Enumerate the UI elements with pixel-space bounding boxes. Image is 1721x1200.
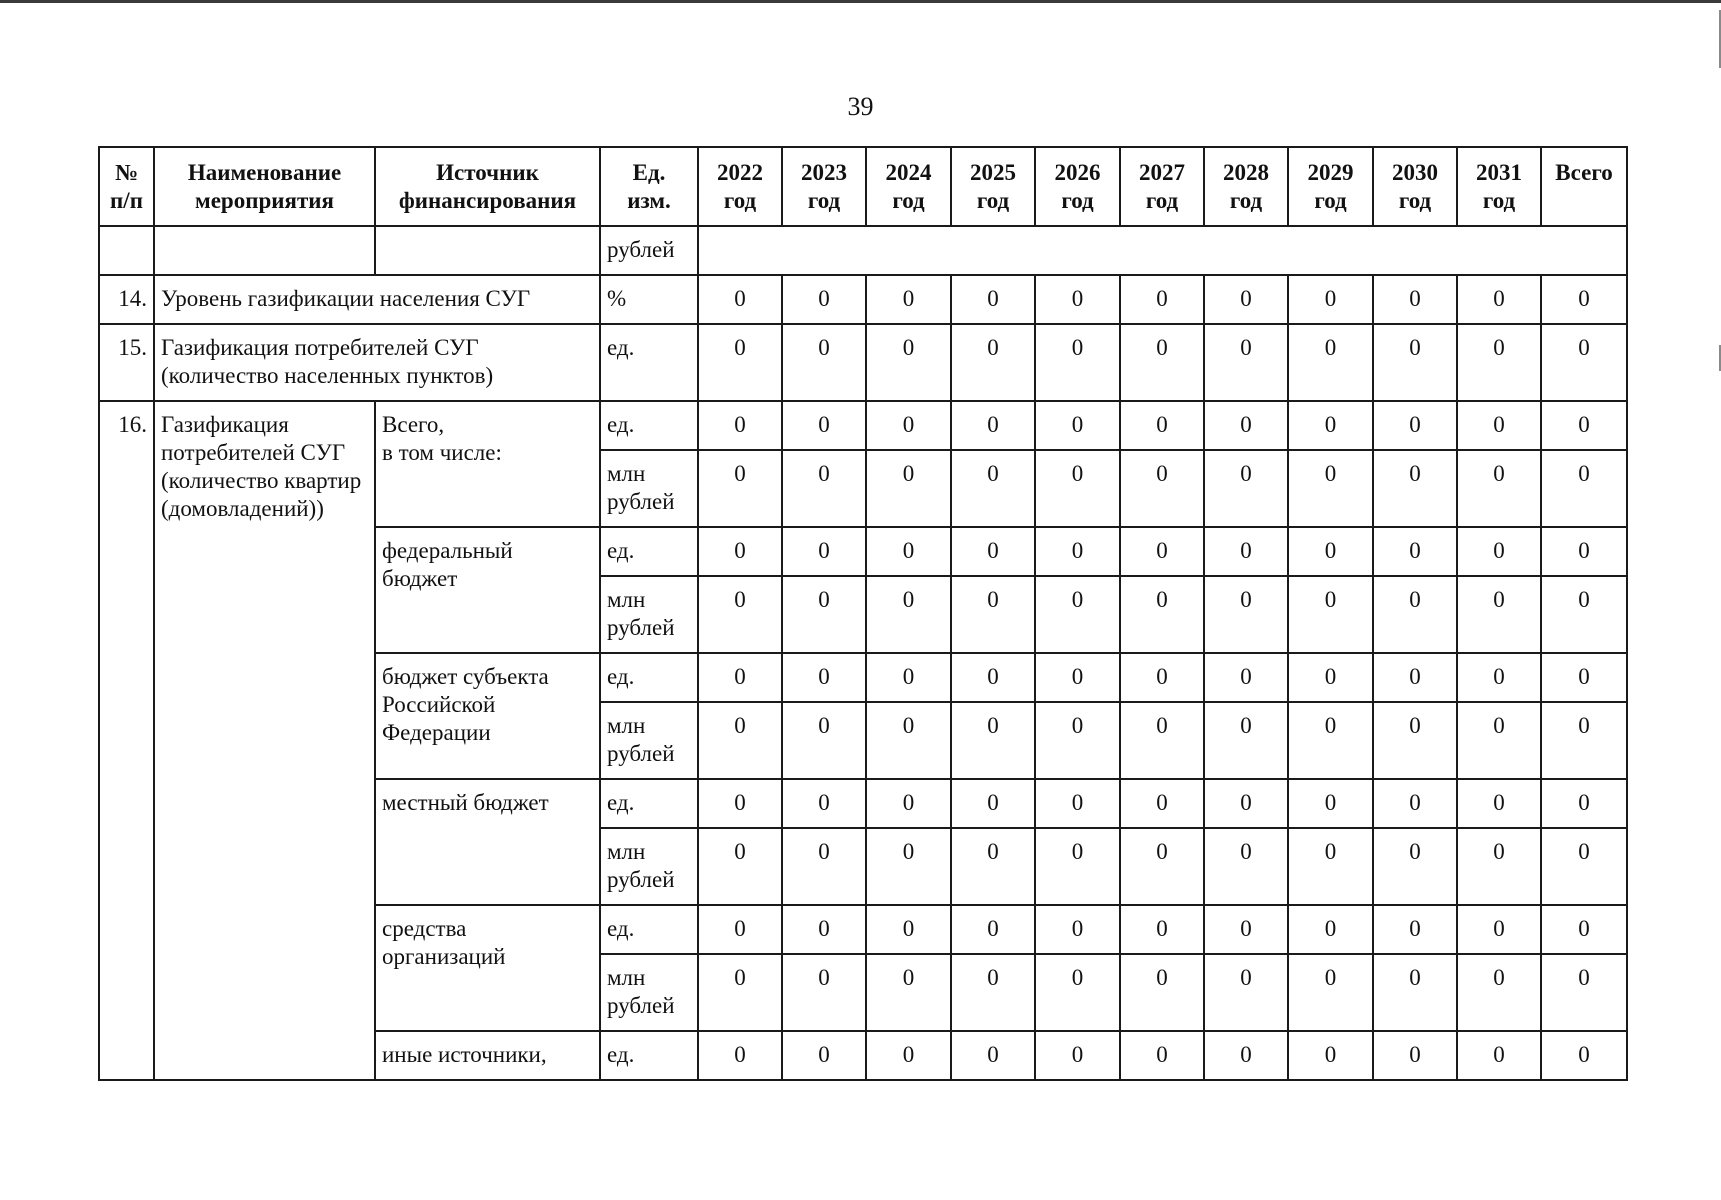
cell-value: 0 (1373, 653, 1457, 702)
cell-unit: рублей (600, 226, 698, 275)
cell-value: 0 (951, 527, 1035, 576)
cell-value: 0 (1288, 450, 1373, 527)
cell-value: 0 (1288, 576, 1373, 653)
cell-value: 0 (1035, 702, 1120, 779)
cell-value: 0 (1457, 954, 1541, 1031)
cell-value: 0 (1457, 828, 1541, 905)
cell-value: 0 (1288, 954, 1373, 1031)
column-header: № п/п (99, 147, 154, 226)
cell-empty (99, 226, 154, 275)
cell-value: 0 (1204, 954, 1288, 1031)
cell-value: 0 (951, 828, 1035, 905)
table-row-16-line (99, 401, 1627, 450)
cell-unit: млн рублей (600, 954, 698, 1031)
cell-value: 0 (1541, 905, 1627, 954)
cell-value: 0 (951, 275, 1035, 324)
funding-source: средства организаций (375, 905, 600, 1031)
cell-value: 0 (698, 1031, 782, 1080)
cell-value: 0 (698, 324, 782, 401)
cell-value: 0 (1120, 828, 1204, 905)
cell-value: 0 (698, 527, 782, 576)
cell-empty (698, 226, 1627, 275)
cell-value: 0 (1204, 576, 1288, 653)
cell-value: 0 (782, 954, 866, 1031)
funding-table (98, 146, 1628, 1081)
cell-value: 0 (698, 702, 782, 779)
cell-value: 0 (1373, 702, 1457, 779)
cell-unit: млн рублей (600, 828, 698, 905)
cell-value: 0 (866, 905, 951, 954)
cell-value: 0 (1120, 779, 1204, 828)
cell-value: 0 (698, 954, 782, 1031)
cell-value: 0 (1288, 653, 1373, 702)
cell-value: 0 (1035, 779, 1120, 828)
table-row-14 (99, 275, 1627, 324)
cell-value: 0 (866, 779, 951, 828)
cell-value: 0 (951, 450, 1035, 527)
cell-value: 0 (1373, 401, 1457, 450)
cell-value: 0 (1204, 702, 1288, 779)
cell-unit: ед. (600, 653, 698, 702)
cell-value: 0 (782, 779, 866, 828)
cell-value: 0 (1288, 905, 1373, 954)
column-header: 2028 год (1204, 147, 1288, 226)
funding-source: местный бюджет (375, 779, 600, 905)
cell-value: 0 (1035, 828, 1120, 905)
cell-value: 0 (1120, 1031, 1204, 1080)
column-header: 2027 год (1120, 147, 1204, 226)
cell-value: 0 (1120, 401, 1204, 450)
cell-value: 0 (1288, 1031, 1373, 1080)
row-number: 14. (99, 275, 154, 324)
cell-value: 0 (1204, 450, 1288, 527)
cell-value: 0 (1120, 702, 1204, 779)
cell-unit: ед. (600, 779, 698, 828)
cell-value: 0 (1457, 702, 1541, 779)
cell-value: 0 (1541, 702, 1627, 779)
cell-value: 0 (951, 653, 1035, 702)
row-name: Газификация потребителей СУГ (количество квартир (домовладений)) (154, 401, 375, 1080)
cell-value: 0 (1288, 401, 1373, 450)
column-header: Источник финансирования (375, 147, 600, 226)
column-header: 2023 год (782, 147, 866, 226)
row-number: 15. (99, 324, 154, 401)
cell-value: 0 (1035, 527, 1120, 576)
row-number: 16. (99, 401, 154, 1080)
cell-value: 0 (1204, 1031, 1288, 1080)
cell-value: 0 (1120, 653, 1204, 702)
cell-value: 0 (1457, 653, 1541, 702)
cell-value: 0 (866, 954, 951, 1031)
cell-value: 0 (866, 653, 951, 702)
cell-value: 0 (866, 324, 951, 401)
cell-value: 0 (1120, 954, 1204, 1031)
top-page-rule (0, 0, 1721, 3)
cell-value: 0 (1373, 828, 1457, 905)
cell-value: 0 (951, 324, 1035, 401)
row-name: Уровень газификации населения СУГ (154, 275, 600, 324)
cell-value: 0 (1541, 828, 1627, 905)
cell-value: 0 (1204, 653, 1288, 702)
cell-value: 0 (698, 275, 782, 324)
cell-value: 0 (866, 527, 951, 576)
column-header: 2031 год (1457, 147, 1541, 226)
cell-value: 0 (866, 702, 951, 779)
cell-value: 0 (866, 275, 951, 324)
cell-value: 0 (951, 779, 1035, 828)
cell-value: 0 (866, 450, 951, 527)
funding-source: Всего, в том числе: (375, 401, 600, 527)
cell-value: 0 (1204, 324, 1288, 401)
table-row-15 (99, 324, 1627, 401)
column-header: 2022 год (698, 147, 782, 226)
cell-value: 0 (1204, 905, 1288, 954)
cell-value: 0 (782, 576, 866, 653)
column-header: 2030 год (1373, 147, 1457, 226)
funding-source: бюджет субъекта Российской Федерации (375, 653, 600, 779)
cell-value: 0 (1373, 576, 1457, 653)
cell-value: 0 (1541, 653, 1627, 702)
cell-unit: ед. (600, 1031, 698, 1080)
cell-value: 0 (951, 576, 1035, 653)
cell-value: 0 (698, 450, 782, 527)
cell-value: 0 (1373, 954, 1457, 1031)
cell-value: 0 (951, 401, 1035, 450)
cell-value: 0 (1120, 905, 1204, 954)
cell-value: 0 (698, 401, 782, 450)
cell-value: 0 (951, 905, 1035, 954)
cell-value: 0 (698, 779, 782, 828)
cell-value: 0 (1457, 527, 1541, 576)
column-header: 2024 год (866, 147, 951, 226)
cell-value: 0 (951, 702, 1035, 779)
column-header: 2026 год (1035, 147, 1120, 226)
cell-value: 0 (698, 905, 782, 954)
cell-value: 0 (866, 576, 951, 653)
cell-value: 0 (1288, 779, 1373, 828)
cell-unit: ед. (600, 527, 698, 576)
cell-value: 0 (1541, 1031, 1627, 1080)
cell-value: 0 (698, 653, 782, 702)
cell-unit: млн рублей (600, 576, 698, 653)
cell-value: 0 (1204, 527, 1288, 576)
cell-value: 0 (1120, 576, 1204, 653)
cell-unit: ед. (600, 401, 698, 450)
cell-value: 0 (782, 401, 866, 450)
cell-value: 0 (1120, 450, 1204, 527)
cell-unit: ед. (600, 324, 698, 401)
cell-value: 0 (1288, 527, 1373, 576)
cell-value: 0 (1204, 275, 1288, 324)
cell-value: 0 (782, 324, 866, 401)
cell-value: 0 (1288, 702, 1373, 779)
cell-value: 0 (782, 905, 866, 954)
cell-value: 0 (782, 275, 866, 324)
cell-value: 0 (1288, 828, 1373, 905)
cell-value: 0 (1035, 576, 1120, 653)
cell-value: 0 (1120, 527, 1204, 576)
cell-value: 0 (1457, 1031, 1541, 1080)
cell-value: 0 (1541, 324, 1627, 401)
funding-source: федеральный бюджет (375, 527, 600, 653)
cell-unit: % (600, 275, 698, 324)
cell-value: 0 (1541, 275, 1627, 324)
column-header: 2029 год (1288, 147, 1373, 226)
cell-value: 0 (1373, 905, 1457, 954)
cell-value: 0 (1373, 527, 1457, 576)
cell-value: 0 (951, 1031, 1035, 1080)
cell-value: 0 (782, 702, 866, 779)
cell-value: 0 (1457, 401, 1541, 450)
cell-value: 0 (1373, 450, 1457, 527)
cell-value: 0 (1541, 401, 1627, 450)
cell-value: 0 (782, 1031, 866, 1080)
column-header: Всего (1541, 147, 1627, 226)
cell-value: 0 (1035, 401, 1120, 450)
cell-value: 0 (1457, 275, 1541, 324)
cell-value: 0 (698, 576, 782, 653)
cell-value: 0 (1035, 954, 1120, 1031)
cell-value: 0 (1457, 324, 1541, 401)
cell-empty (375, 226, 600, 275)
cell-value: 0 (1035, 653, 1120, 702)
column-header: Наименование мероприятия (154, 147, 375, 226)
cell-empty (154, 226, 375, 275)
page-number: 39 (847, 92, 874, 121)
cell-unit: ед. (600, 905, 698, 954)
cell-unit: млн рублей (600, 702, 698, 779)
table-header-row (99, 147, 1627, 226)
cell-value: 0 (782, 653, 866, 702)
column-header: 2025 год (951, 147, 1035, 226)
cell-value: 0 (1457, 576, 1541, 653)
cell-value: 0 (1373, 324, 1457, 401)
cell-value: 0 (866, 1031, 951, 1080)
cell-value: 0 (866, 401, 951, 450)
cell-value: 0 (1541, 576, 1627, 653)
cell-value: 0 (782, 527, 866, 576)
cell-value: 0 (1035, 1031, 1120, 1080)
cell-value: 0 (1373, 275, 1457, 324)
cell-value: 0 (1035, 905, 1120, 954)
cell-value: 0 (951, 954, 1035, 1031)
cell-value: 0 (1373, 1031, 1457, 1080)
cell-value: 0 (698, 828, 782, 905)
cell-value: 0 (1373, 779, 1457, 828)
cell-value: 0 (1288, 324, 1373, 401)
cell-value: 0 (1204, 779, 1288, 828)
cell-value: 0 (1204, 828, 1288, 905)
cell-value: 0 (1457, 779, 1541, 828)
cell-value: 0 (1457, 450, 1541, 527)
cell-value: 0 (1288, 275, 1373, 324)
cell-value: 0 (1541, 527, 1627, 576)
funding-source: иные источники, (375, 1031, 600, 1080)
cell-value: 0 (1035, 324, 1120, 401)
cell-value: 0 (782, 828, 866, 905)
column-header: Ед. изм. (600, 147, 698, 226)
cell-value: 0 (1120, 324, 1204, 401)
cell-unit: млн рублей (600, 450, 698, 527)
cell-value: 0 (1035, 275, 1120, 324)
row-name: Газификация потребителей СУГ (количество населенных пунктов) (154, 324, 600, 401)
cell-value: 0 (1541, 954, 1627, 1031)
cell-value: 0 (1204, 401, 1288, 450)
cell-value: 0 (782, 450, 866, 527)
cell-value: 0 (1457, 905, 1541, 954)
cell-value: 0 (866, 828, 951, 905)
cell-value: 0 (1120, 275, 1204, 324)
table-row-continuation (99, 226, 1627, 275)
cell-value: 0 (1541, 779, 1627, 828)
cell-value: 0 (1035, 450, 1120, 527)
cell-value: 0 (1541, 450, 1627, 527)
